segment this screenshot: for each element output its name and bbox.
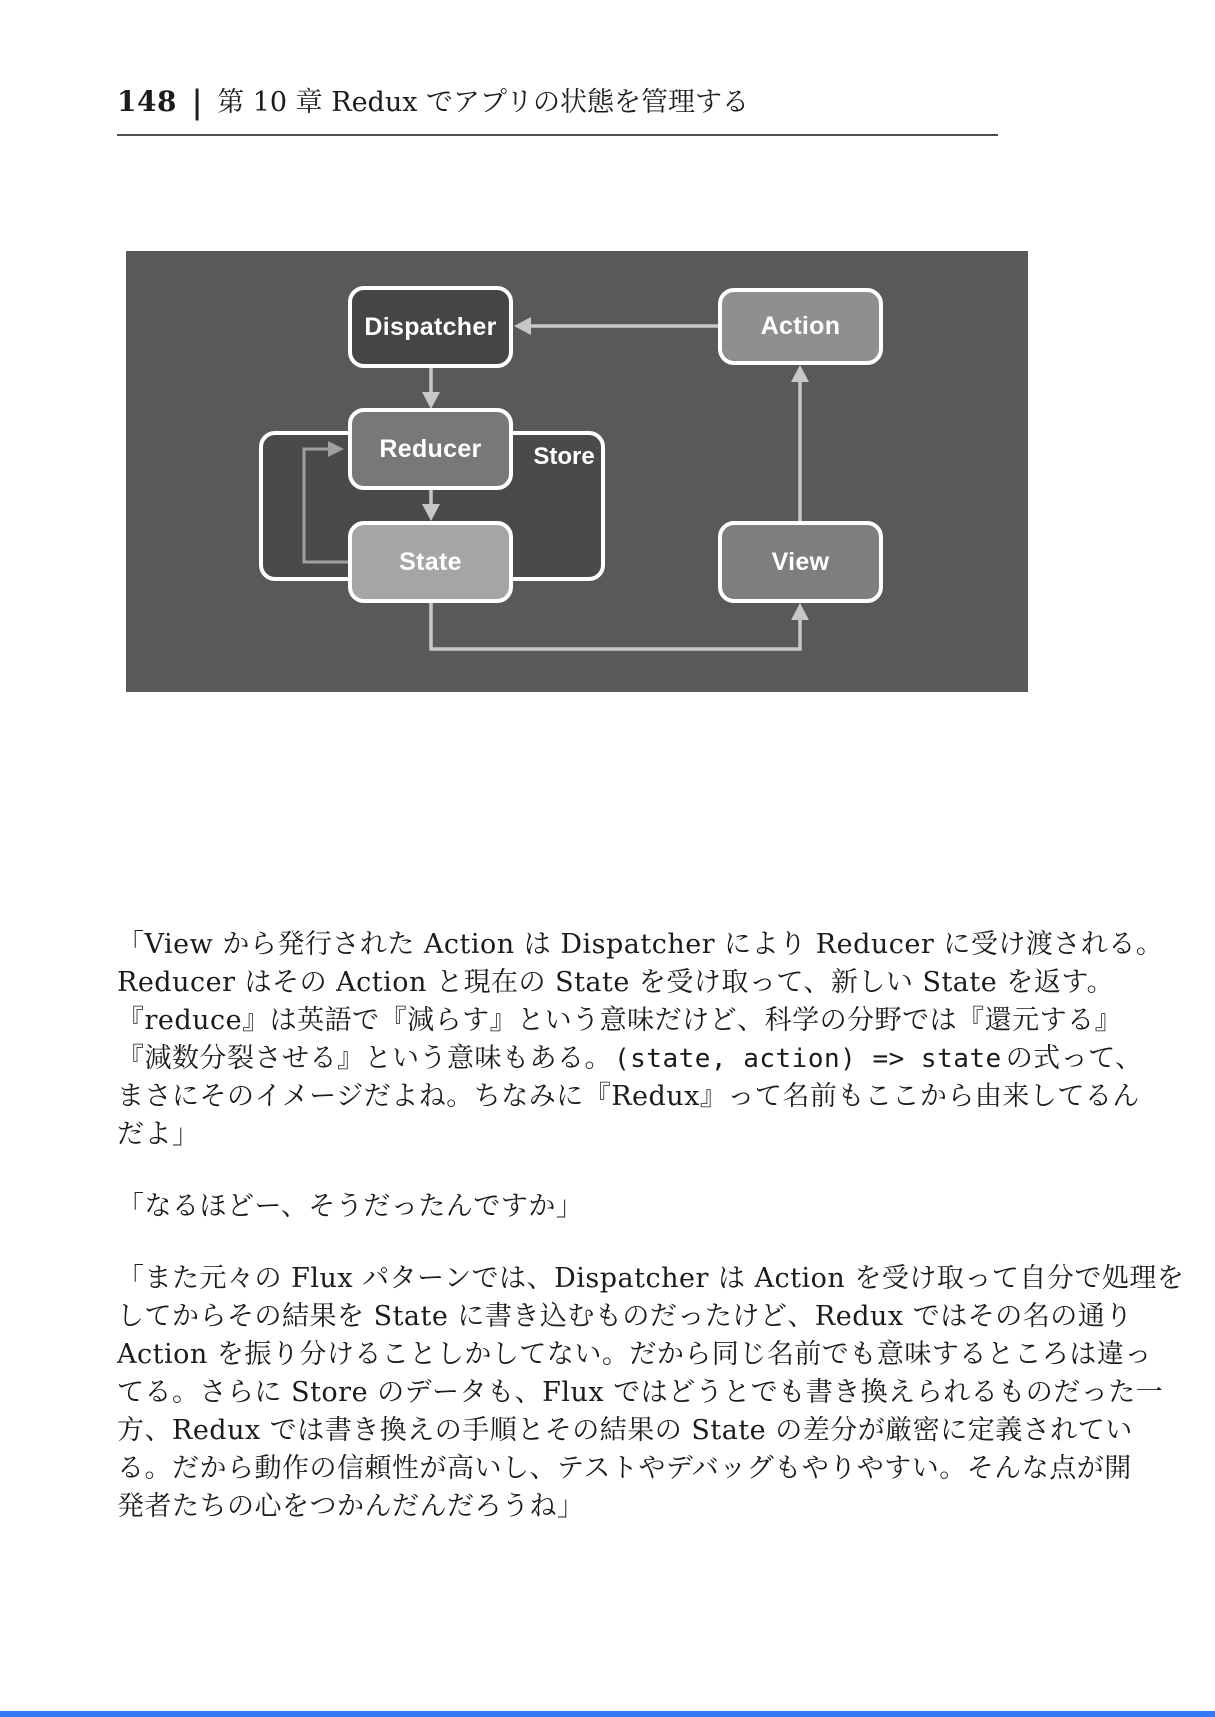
text-line: 「View から発行された Action は Dispatcher により Reducer に受け渡される。 — [117, 929, 1164, 960]
header-separator: | — [191, 82, 203, 121]
text-line: 「なるほどー、そうだったんですか」 — [117, 1191, 584, 1222]
reader-progress-bar — [0, 1711, 1215, 1717]
header-rule — [117, 134, 998, 136]
text-line: Reducer はその Action と現在の State を受け取って、新しい State を返す。 — [117, 967, 1115, 998]
page-number: 148 — [117, 85, 177, 118]
node-dispatcher — [348, 286, 513, 368]
node-dispatcher-label: Dispatcher — [364, 312, 497, 341]
code-run: (state, action) => state — [614, 1044, 1002, 1074]
node-state-label: State — [399, 547, 462, 576]
page-header — [117, 84, 998, 121]
node-action — [718, 288, 883, 365]
node-action-label: Action — [760, 312, 841, 340]
store-label: Store — [533, 443, 595, 470]
node-reducer-label: Reducer — [379, 434, 482, 463]
text-line: してからその結果を State に書き込むものだったけど、Redux ではその名の通り — [117, 1301, 1133, 1332]
text-run: の式って、 — [1005, 1043, 1143, 1074]
arrow-dispatcher-to-reducer — [422, 368, 440, 409]
node-view — [718, 521, 883, 603]
arrow-view-to-action — [791, 365, 809, 521]
arrow-action-to-dispatcher — [514, 317, 718, 335]
diagram-arrows — [126, 251, 1028, 692]
arrow-state-to-view — [431, 603, 809, 649]
text-line: だよ」 — [117, 1119, 200, 1150]
text-line: Action を振り分けることしかしてない。だから同じ名前でも意味するところは違っ — [117, 1339, 1152, 1370]
node-state — [348, 521, 513, 603]
node-reducer — [348, 408, 513, 490]
text-line: 方、Redux では書き換えの手順とその結果の State の差分が厳密に定義されてい — [117, 1415, 1133, 1446]
text-line: 「また元々の Flux パターンでは、Dispatcher は Action を受け取って自分で処理を — [117, 1263, 1185, 1294]
node-view-label: View — [771, 547, 830, 576]
text-line: 『reduce』は英語で『減らす』という意味だけど、科学の分野では『還元する』 — [117, 1005, 1123, 1036]
text-line: まさにそのイメージだよね。ちなみに『Redux』って名前もここから由来してるん — [117, 1081, 1140, 1112]
text-line: る。だから動作の信頼性が高いし、テストやデバッグもやりやすい。そんな点が開 — [117, 1453, 1132, 1484]
text-line: てる。さらに Store のデータも、Flux ではどうとでも書き換えられるものだった一 — [117, 1377, 1164, 1408]
text-line — [117, 1042, 1143, 1076]
chapter-title: 第 10 章 Redux でアプリの状態を管理する — [217, 87, 749, 118]
redux-flow-diagram — [126, 251, 1028, 692]
text-run: 『減数分裂させる』という意味もある。 — [117, 1043, 612, 1074]
arrow-state-to-reducer-loop — [304, 441, 348, 562]
text-line: 発者たちの心をつかんだんだろうね」 — [117, 1491, 585, 1522]
arrow-reducer-to-state — [422, 490, 440, 521]
